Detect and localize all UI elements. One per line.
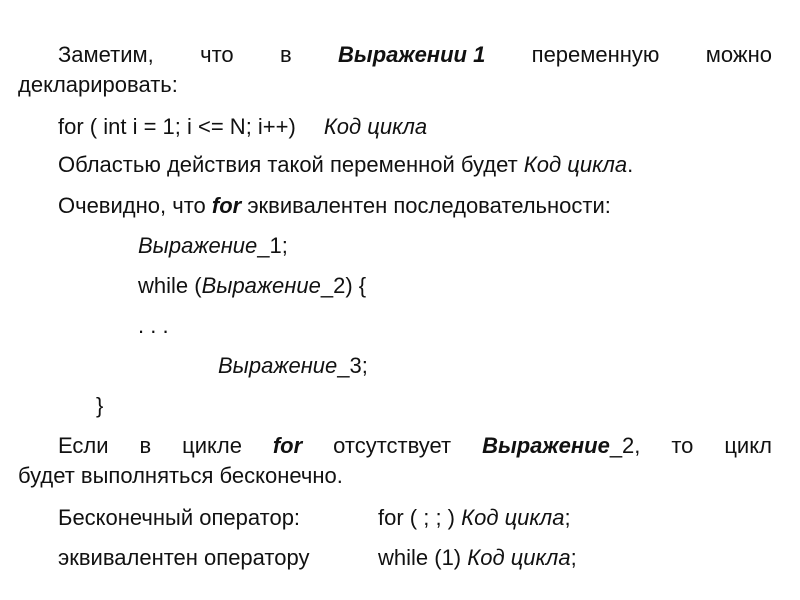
p1-expression-1: Выражении 1 <box>338 42 486 67</box>
p5-expression-2-bold: Выражение <box>482 433 610 458</box>
code-line-2-pre: while ( <box>138 273 202 298</box>
equiv-post: эквивалентен последовательности: <box>241 193 611 218</box>
p5-word-2: в <box>139 433 152 458</box>
loop-code-label: Код цикла <box>323 114 428 139</box>
p5-word-7: то <box>671 433 694 458</box>
code-line-4 <box>218 353 368 379</box>
p1-word-6: можно <box>705 42 772 67</box>
equivalent-code-end: ; <box>570 545 577 570</box>
p1-word-5: переменную <box>531 42 660 67</box>
paragraph-4 <box>58 193 611 219</box>
code-line-4-rest: _3; <box>337 353 368 378</box>
equiv-pre: Очевидно, что <box>58 193 212 218</box>
scope-end: . <box>627 152 634 177</box>
code-line-2-rest: _2) { <box>320 273 367 298</box>
p5-expression-2-rest: _2, <box>609 433 641 458</box>
infinite-code-italic: Код цикла <box>461 505 565 530</box>
infinite-code-text: for ( ; ; ) <box>378 505 462 530</box>
code-line-2-italic: Выражение <box>201 273 321 298</box>
equivalent-code <box>378 545 577 571</box>
code-line-1 <box>138 233 288 259</box>
equivalent-code-italic: Код цикла <box>467 545 571 570</box>
p1-word-2: что <box>200 42 234 67</box>
paragraph-5-line-1 <box>58 433 772 459</box>
p5-word-3: цикле <box>182 433 242 458</box>
code-line-1-italic: Выражение <box>138 233 258 258</box>
code-line-3: . . . <box>138 313 169 338</box>
p5-word-5: отсутствует <box>333 433 452 458</box>
paragraph-1-line-2: декларировать: <box>18 72 178 97</box>
p5-word-1: Если <box>58 433 109 458</box>
code-line-1-rest: _1; <box>257 233 288 258</box>
p1-word-3: в <box>279 42 292 67</box>
code-line-4-italic: Выражение <box>218 353 338 378</box>
infinite-code-end: ; <box>564 505 571 530</box>
paragraph-5-line-2: будет выполняться бесконечно. <box>18 463 343 488</box>
equiv-for: for <box>211 193 242 218</box>
scope-italic: Код цикла <box>523 152 628 177</box>
paragraph-1-line-1 <box>58 42 772 68</box>
infinite-code <box>378 505 571 531</box>
equivalent-code-text: while (1) <box>378 545 468 570</box>
infinite-label: Бесконечный оператор: <box>58 505 301 530</box>
p1-word-1: Заметим, <box>58 42 154 67</box>
code-line-5: } <box>96 393 104 418</box>
code-line-2 <box>138 273 366 299</box>
for-declaration-code: for ( int i = 1; i <= N; i++) <box>58 114 296 139</box>
paragraph-3 <box>58 152 633 178</box>
p5-word-8: цикл <box>724 433 772 458</box>
scope-text: Областью действия такой переменной будет <box>58 152 524 177</box>
p5-expression-2 <box>482 433 640 459</box>
paragraph-2 <box>58 114 427 140</box>
p5-for: for <box>272 433 303 458</box>
equivalent-label: эквивалентен оператору <box>58 545 310 570</box>
